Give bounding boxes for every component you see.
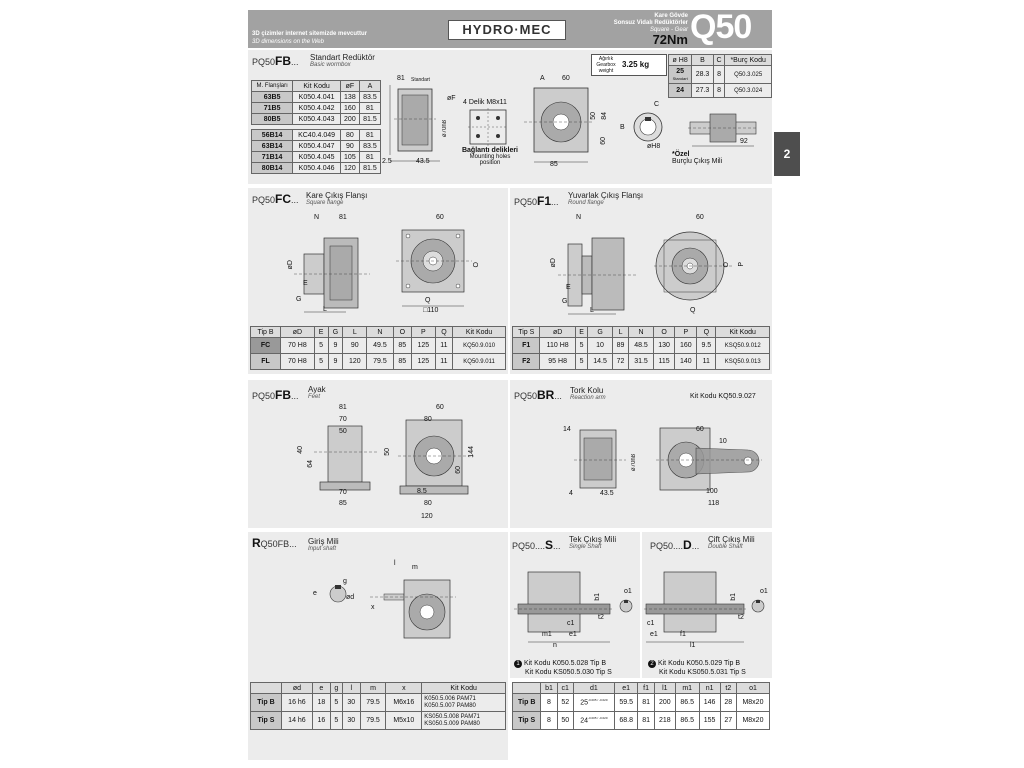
output-shaft-table: b1 c1 d1 e1 f1 l1 m1 n1 t2 o1 Tip B 8 52 $25^{-0.005 / -0.020}$ 59.5 81 200 86.5 146 28 M8x20 Tip S 8 50 $24^{-0.005 / -0.020}$ 68.8 81 218 86.5 155 27 M8x20	[512, 682, 770, 730]
s2-code: PQ50FC...	[252, 192, 299, 206]
s7-kit-b: Kit Kodu K050.5.028 Tip B	[523, 660, 607, 667]
special-tr2: Burçlu Çıkış Mili	[672, 158, 723, 165]
table-row: F2 95 H8 5 14.5 72 31.5 115 140 11 KSQ50.9.013	[513, 354, 770, 370]
dim-40: 40	[297, 446, 304, 454]
s4-code: PQ50FB...	[252, 388, 299, 402]
dim-81: 81	[397, 75, 405, 82]
s7-title-en: Single Shaft	[569, 544, 602, 550]
s5-code: PQ50BR...	[514, 388, 562, 402]
s5-title-en: Reaction arm	[570, 395, 606, 401]
s2-title-tr: Kare Çıkış Flanşı	[306, 191, 368, 200]
s7-title-tr: Tek Çıkış Mili	[569, 535, 617, 544]
s4-title-en: Feet	[308, 394, 321, 400]
table-row: Tip S 8 50 $24^{-0.005 / -0.020}$ 68.8 81 218 86.5 155 27 M8x20	[513, 712, 770, 730]
dim-60-side: 60	[600, 137, 607, 145]
dim-o1: o1	[760, 588, 768, 595]
body-type	[578, 13, 688, 34]
s8-kit-b: Kit Kodu K050.5.029 Tip B	[657, 660, 741, 667]
dim-4: 4	[569, 490, 573, 497]
dim-n: n	[553, 642, 557, 649]
model-title: Q50	[690, 8, 752, 46]
s4-title	[308, 385, 326, 400]
dim-E: E	[303, 280, 308, 287]
s3-title-tr: Yuvarlak Çıkış Flanşı	[568, 191, 644, 200]
dim-64: 64	[307, 460, 314, 468]
dim-b1: b1	[730, 593, 737, 601]
brand-logo: HYDRO·MEC	[448, 20, 566, 40]
bush-table: ø H8 B C *Burç Kodu 25 Standart 28.3 8 Q50.3.025 24 27.3 8 Q50.3.024	[668, 54, 772, 98]
s7-drawing	[514, 562, 638, 652]
body-tr: Kare Gövde	[654, 13, 688, 19]
dim-80: 80	[424, 416, 432, 423]
dim-P: P	[738, 262, 745, 267]
s8-kit-note	[648, 659, 746, 677]
torque-rating: 72Nm	[652, 32, 688, 47]
dim-144: 144	[468, 446, 475, 458]
dim-L: L	[323, 306, 327, 313]
s6-front-view	[370, 570, 460, 650]
table-row: 80B5 K050.4.043 200 81.5	[252, 114, 381, 125]
s5-side-view	[570, 420, 630, 500]
s8-title-tr: Çift Çıkış Mili	[708, 535, 755, 544]
s3-front-view	[654, 226, 738, 316]
s4-title-tr: Ayak	[308, 385, 326, 394]
table-row: 71B5 K050.4.042 160 81	[252, 103, 381, 114]
dim-c1: c1	[567, 620, 575, 627]
s7-title	[569, 535, 616, 550]
web-note-tr: 3D çizimler internet sitemizde mevcuttur	[252, 31, 368, 37]
dim-100: 100	[706, 488, 718, 495]
page-tab: 2	[774, 132, 800, 176]
dim-Q: Q	[690, 307, 696, 314]
table-row: FL 70 H8 5 9 120 79.5 85 125 11 KQ50.9.011	[251, 354, 506, 370]
table-row: 80B14 K050.4.046 120 81.5	[252, 163, 381, 174]
s7-kit-s: Kit Kodu KS050.5.030 Tip S	[525, 669, 612, 676]
marker-1-icon: 1	[514, 660, 522, 668]
dim-2-5: 2.5	[382, 158, 392, 165]
dim-60: 60	[696, 426, 704, 433]
dim-od: ød	[346, 594, 355, 601]
dim-O: O	[723, 262, 730, 268]
s3-code: PQ50F1...	[514, 194, 559, 208]
dim-60-top: 60	[562, 75, 570, 82]
dim-oF: øF	[447, 95, 456, 102]
dim-81: 81	[339, 214, 347, 221]
dim-60: 60	[696, 214, 704, 221]
reaction-arm-kit: Kit Kodu KQ50.9.027	[690, 393, 756, 400]
dim-8-5: 8.5	[417, 488, 427, 495]
dim-oH8: øH8	[647, 143, 661, 150]
holes-spec: 4 Delik M8x11	[463, 99, 507, 106]
s6-title-en: Input shaft	[308, 546, 337, 552]
weight-label: Ağırlık Gearbox weight	[596, 56, 616, 74]
s4-side-view	[312, 412, 382, 512]
dim-70: 70	[339, 416, 347, 423]
dim-E: E	[566, 284, 571, 291]
holes-title-tr: Bağlantı delikleri	[461, 147, 519, 154]
dim-l: l	[394, 560, 396, 567]
holes-caption	[460, 147, 520, 166]
s8-title-en: Double Shaft	[708, 544, 743, 550]
dim-84: 84	[601, 112, 608, 120]
dim-O: O	[473, 262, 480, 268]
s2-side-view	[290, 220, 380, 320]
dim-C: C	[654, 101, 660, 108]
dim-Q: Q	[425, 297, 431, 304]
dim-L: L	[590, 307, 594, 314]
dim-oD: øD	[287, 260, 294, 270]
dim-14: 14	[563, 426, 571, 433]
dim-b1: b1	[594, 593, 601, 601]
s7-kit-note	[514, 659, 612, 677]
s1-title-tr: Standart Redüktör	[310, 53, 375, 62]
dim-G: G	[562, 298, 568, 305]
dim-50-side: 50	[384, 448, 391, 456]
mounting-holes-diagram	[468, 108, 510, 146]
dim-f1: f1	[680, 631, 686, 638]
s1-title-en: Basic wormbox	[310, 62, 351, 68]
input-shaft-table: ød e g l m x Kit Kodu Tip B 16 h6 18 5 30 79.5 M6x16 K050.5.006 PAM71 K050.5.007 PAM80 Tip S 14 h6 16 5 30 79.5 M5x10 KS050.5.008 PAM71 KS050.5.009 PAM80	[250, 682, 506, 730]
dim-c1: c1	[647, 620, 655, 627]
s8-kit-s: Kit Kodu KS050.5.031 Tip S	[659, 669, 746, 676]
dim-70-bottom: 70	[339, 489, 347, 496]
dim-B: B	[620, 124, 625, 131]
table-row: 63B5 K050.4.041 138 83.5	[252, 92, 381, 103]
s2-title-en: Square flange	[306, 200, 344, 206]
dim-43-5: 43.5	[416, 158, 430, 165]
f1-table: Tip S øD E G L N O P Q Kit Kodu F1 110 H8 5 10 89 48.5 130 160 9.5 KSQ50.9.012 F2 95 H8 5 14.5 72 31.5 115 140 11 KSQ50.9.013	[512, 326, 770, 370]
body-tr2: Sonsuz Vidalı Redüktörler	[613, 20, 688, 26]
table-row: 24 27.3 8 Q50.3.024	[669, 84, 772, 98]
dim-t2: t2	[598, 614, 604, 621]
dim-70h8: ø70h8	[442, 120, 448, 138]
dim-10: 10	[719, 438, 727, 445]
fc-table: Tip B øD E G L N O P Q Kit Kodu FC 70 H8 5 9 90 49.5 85 125 11 KQ50.9.010 FL 70 H8 5 9 120 79.5 85 125 11 KQ50.9.011	[250, 326, 506, 370]
dim-l1: l1	[690, 642, 696, 649]
s6-title-tr: Giriş Mili	[308, 537, 339, 546]
s1-title	[310, 53, 375, 68]
table-row: 63B14 K050.4.047 90 83.5	[252, 141, 381, 152]
table-row: 56B14 KC40.4.049 80 81	[252, 130, 381, 141]
dim-x: x	[371, 604, 375, 611]
dim-e1: e1	[569, 631, 577, 638]
table-row: F1 110 H8 5 10 89 48.5 130 160 9.5 KSQ50.9.012	[513, 338, 770, 354]
table-row: Tip S 14 h6 16 5 30 79.5 M5x10 KS050.5.008 PAM71 KS050.5.009 PAM80	[251, 712, 506, 730]
dim-t2: t2	[738, 614, 744, 621]
dim-m1: m1	[542, 631, 552, 638]
s4-front-view	[398, 412, 478, 508]
dim-50: 50	[590, 112, 597, 120]
dim-60-side: 60	[455, 466, 462, 474]
dim-N: N	[314, 214, 320, 221]
dim-o1: o1	[624, 588, 632, 595]
special-tr: *Özel	[672, 151, 690, 158]
dim-g: g	[343, 578, 347, 585]
s2-front-view	[396, 224, 476, 314]
dim-120: 120	[421, 513, 433, 520]
s1-code: PQ50FB...	[252, 54, 299, 68]
s6-title	[308, 537, 339, 552]
dim-e: e	[313, 590, 317, 597]
dim-60: 60	[436, 404, 444, 411]
dim-m: m	[412, 564, 418, 571]
s3-side-view	[556, 224, 646, 320]
dim-50: 50	[339, 428, 347, 435]
dim-oD: øD	[550, 258, 557, 268]
dim-e1: e1	[650, 631, 658, 638]
s3-title	[568, 191, 643, 206]
table-row: 71B14 K050.4.045 105 81	[252, 152, 381, 163]
weight-value: 3.25 kg	[622, 60, 650, 69]
special-shaft-note	[672, 151, 722, 165]
web-note-en: 3D dimensions on the Web	[252, 39, 324, 45]
s1-front-view	[524, 82, 614, 172]
s8-drawing	[644, 562, 770, 652]
dim-80-bottom: 80	[424, 500, 432, 507]
s6-code: RQ50FB...	[252, 536, 297, 550]
body-en: Square - Gear	[649, 27, 688, 33]
s2-title	[306, 191, 367, 206]
s5-title-tr: Tork Kolu	[570, 386, 604, 395]
s8-title	[708, 535, 755, 550]
table-row: Tip B 8 52 $25^{-0.005 / -0.020}$ 59.5 81 200 86.5 146 28 M8x20	[513, 694, 770, 712]
dim-60: 60	[436, 214, 444, 221]
dim-A: A	[540, 75, 545, 82]
holes-title-en: Mounting holes position	[469, 154, 511, 166]
dim-85: 85	[339, 500, 347, 507]
table-row: Tip B 16 h6 18 5 30 79.5 M6x16 K050.5.006 PAM71 K050.5.007 PAM80	[251, 694, 506, 712]
dim-43-5: 43.5	[600, 490, 614, 497]
s7-code: PQ50....S...	[512, 538, 561, 552]
dim-70h8: ø70h8	[631, 454, 637, 472]
s8-code: PQ50....D...	[650, 538, 700, 552]
flange-table: M. Flanşları Kit Kodu øF A 63B5 K050.4.041 138 83.5 71B5 K050.4.042 160 81 80B5 K050.4.043 200 81.5 56B14 KC40.4.049 80 81 63B14 K050.4.047 90 83.5 71B14 K050.4.045 105 81 80B14 K050.4.046 120 81.5	[251, 80, 381, 174]
s3-title-en: Round flange	[568, 200, 604, 206]
marker-2-icon: 2	[648, 660, 656, 668]
dim-81: 81	[339, 404, 347, 411]
dim-G: G	[296, 296, 302, 303]
dim-85: 85	[550, 161, 558, 168]
dim-standart: Standart	[411, 77, 430, 83]
dim-sq110: □110	[423, 307, 439, 314]
dim-118: 118	[708, 500, 720, 507]
table-row: FC 70 H8 5 9 90 49.5 85 125 11 KQ50.9.010	[251, 338, 506, 354]
table-row: 25 Standart 28.3 8 Q50.3.025	[669, 66, 772, 84]
dim-92: 92	[740, 138, 748, 145]
dim-N: N	[576, 214, 582, 221]
weight-box	[591, 54, 667, 76]
s5-title	[570, 386, 606, 401]
